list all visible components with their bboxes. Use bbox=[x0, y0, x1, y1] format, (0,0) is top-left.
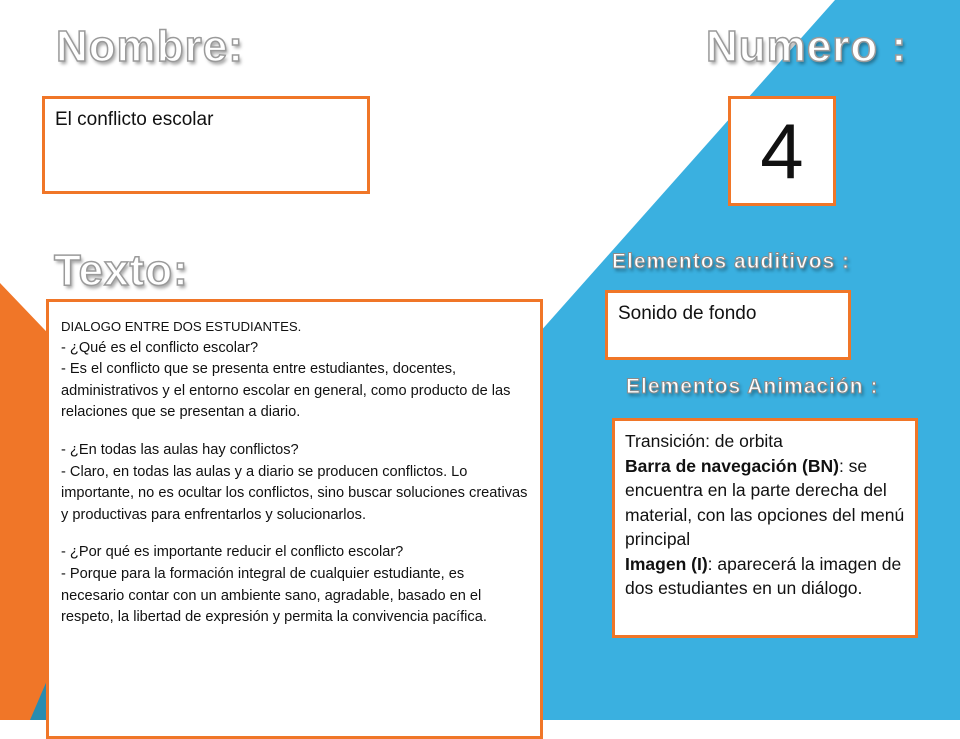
animacion-item: Imagen (I): aparecerá la imagen de dos estudiantes en un diálogo. bbox=[625, 553, 902, 598]
animacion-label: Imagen (I) bbox=[625, 553, 708, 574]
auditivos-value: Sonido de fondo bbox=[618, 303, 757, 324]
numero-heading: Numero : bbox=[706, 22, 908, 71]
texto-line: - Es el conflicto que se presenta entre estudiantes, docentes, administrativos y el entorno escolar en general, como producto de las relaciones que se presentan a diario. bbox=[61, 361, 511, 421]
animacion-item: Transición: de orbita bbox=[625, 431, 783, 451]
numero-box bbox=[728, 96, 836, 206]
animacion-heading: Elementos Animación : bbox=[626, 375, 879, 398]
texto-line: - ¿Qué es el conflicto escolar? bbox=[61, 339, 259, 356]
animacion-box bbox=[612, 418, 918, 638]
animacion-label: Barra de navegación (BN) bbox=[625, 455, 839, 476]
auditivos-box bbox=[605, 290, 851, 360]
texto-line: DIALOGO ENTRE DOS ESTUDIANTES. bbox=[61, 319, 302, 334]
texto-heading: Texto: bbox=[54, 246, 189, 295]
texto-box bbox=[46, 299, 543, 739]
animacion-label: Transición bbox=[625, 431, 706, 451]
texto-line: - ¿Por qué es importante reducir el conflicto escolar? bbox=[61, 544, 404, 561]
nombre-value: El conflicto escolar bbox=[55, 109, 214, 130]
texto-line: - Porque para la formación integral de cualquier estudiante, es necesario contar con un ambiente sano, agradable, basado en el respeto, la libertad de expresión y permita la convivencia pacífica. bbox=[61, 565, 487, 626]
animacion-item: Barra de navegación (BN): se encuentra en la parte derecha del material, con las opciones del menú principal bbox=[625, 455, 905, 549]
texto-line: - Claro, en todas las aulas y a diario se producen conflictos. Lo importante, no es ocultar los conflictos, sino buscar soluciones creativas y productivas para enfrentarlos y solucionarlos. bbox=[61, 463, 528, 523]
texto-line: - ¿En todas las aulas hay conflictos? bbox=[61, 441, 299, 458]
nombre-box bbox=[42, 96, 370, 194]
numero-value: 4 bbox=[760, 107, 804, 195]
auditivos-heading: Elementos auditivos : bbox=[612, 250, 851, 273]
nombre-heading: Nombre: bbox=[56, 22, 244, 71]
